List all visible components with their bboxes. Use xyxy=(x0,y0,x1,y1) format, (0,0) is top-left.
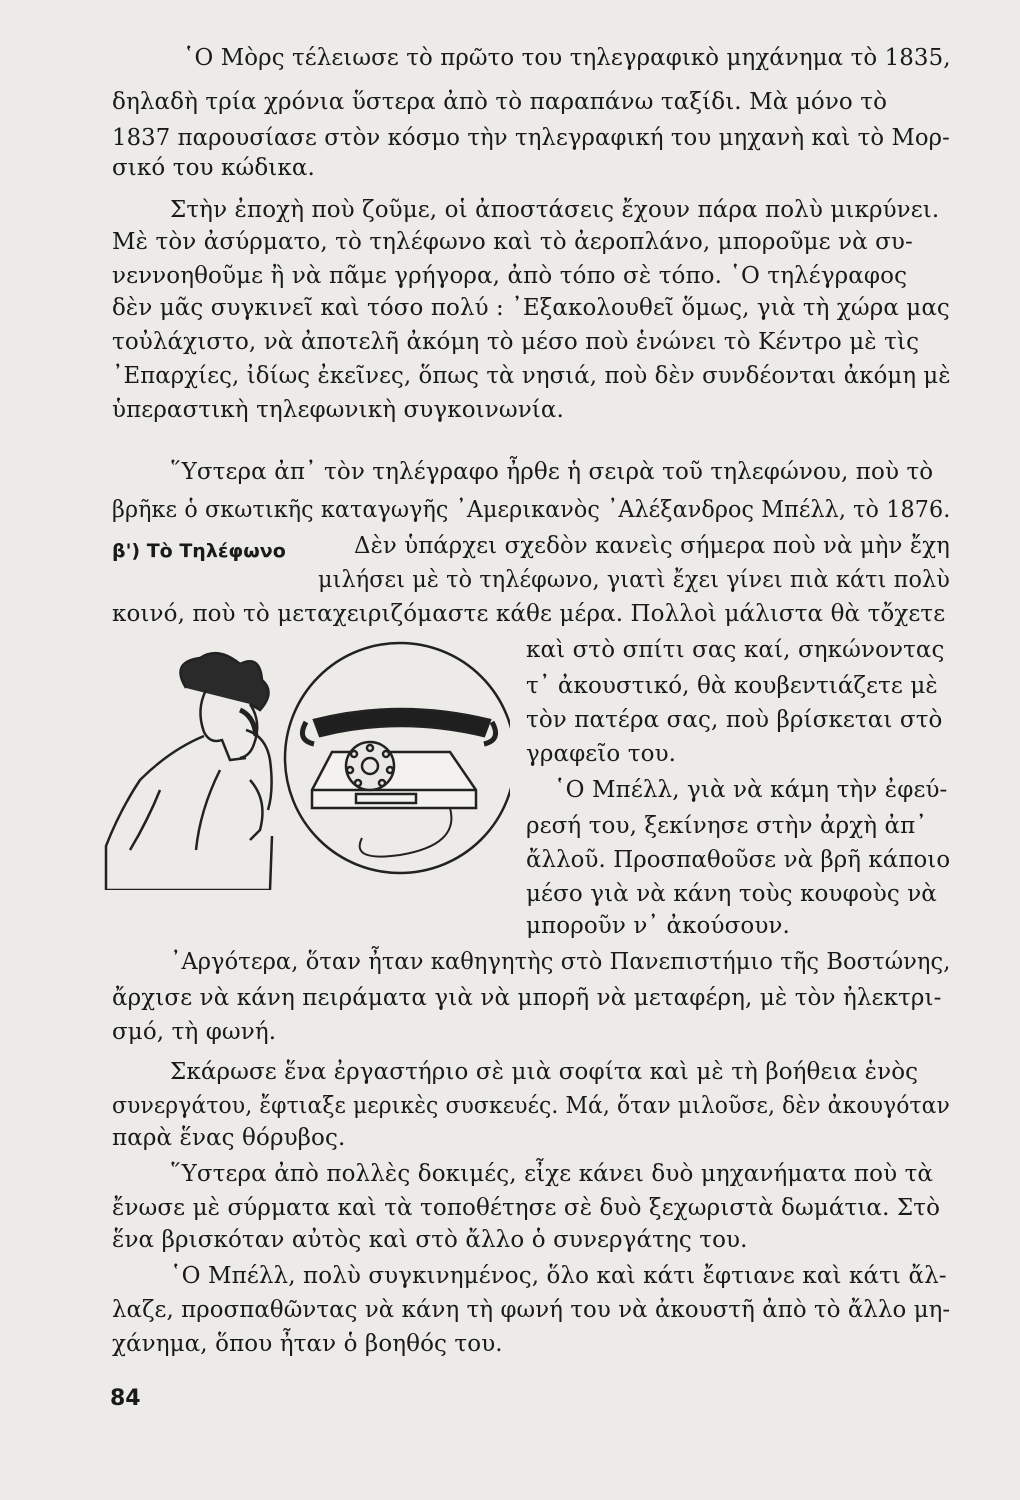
text-line: μποροῦν ν᾿ ἀκούσουν. xyxy=(526,913,790,939)
text-line: δηλαδὴ τρία χρόνια ὕστερα ἀπὸ τὸ παραπάνω ταξίδι. Μὰ μόνο τὸ xyxy=(112,89,888,115)
text-line: ῾Ο Μπέλλ, πολὺ συγκινημένος, ὅλο καὶ κάτι ἔφτιανε καὶ κάτι ἄλ- xyxy=(170,1263,947,1289)
text-line: 1837 παρουσίασε στὸν κόσμο τὴν τηλεγραφική του μηχανὴ καὶ τὸ Μορ- xyxy=(112,125,950,151)
section-heading: β') Τὸ Τηλέφωνο xyxy=(112,540,286,562)
text-line: τ᾿ ἀκουστικό, θὰ κουβεντιάζετε μὲ xyxy=(526,673,938,699)
text-line: ρεσή του, ξεκίνησε στὴν ἀρχὴ ἀπ᾿ xyxy=(526,813,927,839)
text-line: δὲν μᾶς συγκινεῖ καὶ τόσο πολύ : ᾿Εξακολουθεῖ ὅμως, γιὰ τὴ χώρα μας xyxy=(112,295,950,321)
text-line: τοὐλάχιστο, νὰ ἀποτελῆ ἀκόμη τὸ μέσο ποὺ ἑνώνει τὸ Κέντρο μὲ τὶς xyxy=(112,329,920,355)
text-line: μιλήσει μὲ τὸ τηλέφωνο, γιατὶ ἔχει γίνει πιὰ κάτι πολὺ xyxy=(318,567,950,593)
text-line: παρὰ ἕνας θόρυβος. xyxy=(112,1125,346,1151)
text-line: σμό, τὴ φωνή. xyxy=(112,1019,277,1045)
text-line: ῾Ο Μπέλλ, γιὰ νὰ κάμη τὴν ἐφεύ- xyxy=(554,777,948,803)
text-line: Μὲ τὸν ἀσύρματο, τὸ τηλέφωνο καὶ τὸ ἀεροπλάνο, μποροῦμε νὰ συ- xyxy=(112,229,913,255)
text-line: ᾿Επαρχίες, ἰδίως ἐκεῖνες, ὅπως τὰ νησιά, ποὺ δὲν συνδέονται ἀκόμη μὲ xyxy=(112,363,951,389)
text-line: κοινό, ποὺ τὸ μεταχειριζόμαστε κάθε μέρα. Πολλοὶ μάλιστα θὰ τὄχετε xyxy=(112,601,946,627)
person-figure xyxy=(106,653,272,890)
text-line: ὑπεραστικὴ τηλεφωνικὴ συγκοινωνία. xyxy=(112,397,564,423)
text-line: ῾Ο Μὸρς τέλειωσε τὸ πρῶτο του τηλεγραφικὸ μηχάνημα τὸ 1835, xyxy=(183,45,951,71)
text-line: ἄρχισε νὰ κάνη πειράματα γιὰ νὰ μπορῆ νὰ μεταφέρη, μὲ τὸν ἠλεκτρι- xyxy=(112,985,942,1011)
text-line: συνεργάτου, ἔφτιαξε μερικὲς συσκευές. Μά, ὅταν μιλοῦσε, δὲν ἀκουγόταν xyxy=(112,1093,950,1119)
text-line: γραφεῖο του. xyxy=(526,741,677,767)
text-line: σικό του κώδικα. xyxy=(112,155,315,181)
page-number: 84 xyxy=(110,1386,141,1411)
text-line: νεννοηθοῦμε ἢ νὰ πᾶμε γρήγορα, ἀπὸ τόπο σὲ τόπο. ῾Ο τηλέγραφος xyxy=(112,263,908,289)
telephone-illustration xyxy=(100,640,510,890)
text-line: ῞Υστερα ἀπὸ πολλὲς δοκιμές, εἶχε κάνει δυὸ μηχανήματα ποὺ τὰ xyxy=(170,1161,934,1187)
text-line: Δὲν ὑπάρχει σχεδὸν κανεὶς σήμερα ποὺ νὰ μὴν ἔχη xyxy=(354,533,950,559)
text-line: ἄλλοῦ. Προσπαθοῦσε νὰ βρῆ κάποιο xyxy=(526,847,951,873)
text-line: Στὴν ἐποχὴ ποὺ ζοῦμε, οἱ ἀποστάσεις ἔχουν πάρα πολὺ μικρύνει. xyxy=(170,197,940,223)
text-line: λαζε, προσπαθῶντας νὰ κάνη τὴ φωνή του νὰ ἀκουστῆ ἀπὸ τὸ ἄλλο μη- xyxy=(112,1297,951,1323)
text-line: Σκάρωσε ἕνα ἐργαστήριο σὲ μιὰ σοφίτα καὶ μὲ τὴ βοήθεια ἑνὸς xyxy=(170,1059,919,1085)
text-line: ἔνωσε μὲ σύρματα καὶ τὰ τοποθέτησε σὲ δυὸ ξεχωριστὰ δωμάτια. Στὸ xyxy=(112,1195,941,1221)
text-line: τὸν πατέρα σας, ποὺ βρίσκεται στὸ xyxy=(526,707,943,733)
text-line: ἕνα βρισκόταν αὐτὸς καὶ στὸ ἄλλο ὁ συνεργάτης του. xyxy=(112,1227,748,1253)
text-line: χάνημα, ὅπου ἦταν ὁ βοηθός του. xyxy=(112,1331,503,1357)
text-line: βρῆκε ὁ σκωτικῆς καταγωγῆς ᾿Αμερικανὸς ᾿Αλέξανδρος Μπέλλ, τὸ 1876. xyxy=(112,497,951,523)
text-line: ῞Υστερα ἀπ᾿ τὸν τηλέγραφο ἦρθε ἡ σειρὰ τοῦ τηλεφώνου, ποὺ τὸ xyxy=(170,459,934,485)
text-line: μέσο γιὰ νὰ κάνη τοὺς κουφοὺς νὰ xyxy=(526,881,937,907)
text-line: καὶ στὸ σπίτι σας καί, σηκώνοντας xyxy=(526,637,945,663)
text-line: ᾿Αργότερα, ὅταν ἦταν καθηγητὴς στὸ Πανεπιστήμιο τῆς Βοστώνης, xyxy=(170,949,951,975)
rotary-telephone-icon xyxy=(302,709,495,857)
